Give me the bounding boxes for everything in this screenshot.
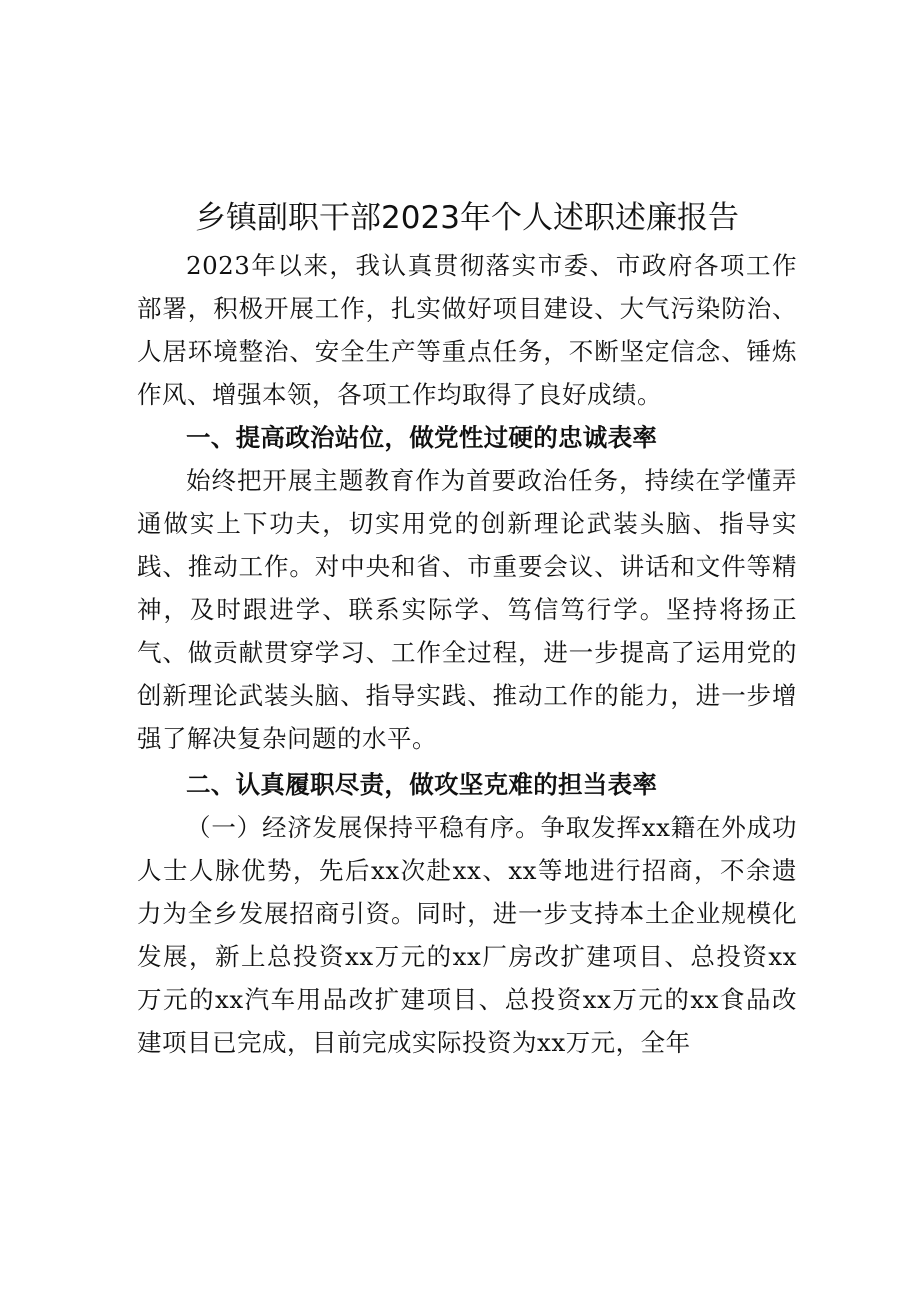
document-body [137, 196, 797, 1064]
intro-paragraph: 2023年以来，我认真贯彻落实市委、市政府各项工作部署，积极开展工作，扎实做好项目建设、大气污染防治、人居环境整治、安全生产等重点任务，不断坚定信念、锤炼作风、增强本领，各项工作均取得了良好成绩。 [137, 251, 797, 409]
section-heading-1: 一、提高政治站位，做党性过硬的忠诚表率 [186, 423, 658, 452]
section-1-paragraph: 始终把开展主题教育作为首要政治任务，持续在学懂弄通做实上下功夫，切实用党的创新理论武装头脑、指导实践、推动工作。对中央和省、市重要会议、讲话和文件等精神，及时跟进学、联系实际学、笃信笃行学。坚持将扬正气、做贡献贯穿学习、工作全过程，进一步提高了运用党的创新理论武装头脑、指导实践、推动工作的能力，进一步增强了解决复杂问题的水平。 [137, 466, 797, 753]
section-2-paragraph: （一）经济发展保持平稳有序。争取发挥xx籍在外成功人士人脉优势，先后xx次赴xx、xx等地进行招商，不余遗力为全乡发展招商引资。同时，进一步支持本土企业规模化发展，新上总投资xx万元的xx厂房改扩建项目、总投资xx万元的xx汽车用品改扩建项目、总投资xx万元的xx食品改建项目已完成，目前完成实际投资为xx万元，全年 [137, 813, 797, 1057]
document-title: 乡镇副职干部2023年个人述职述廉报告 [195, 200, 739, 236]
section-heading-2: 二、认真履职尽责，做攻坚克难的担当表率 [186, 770, 658, 799]
